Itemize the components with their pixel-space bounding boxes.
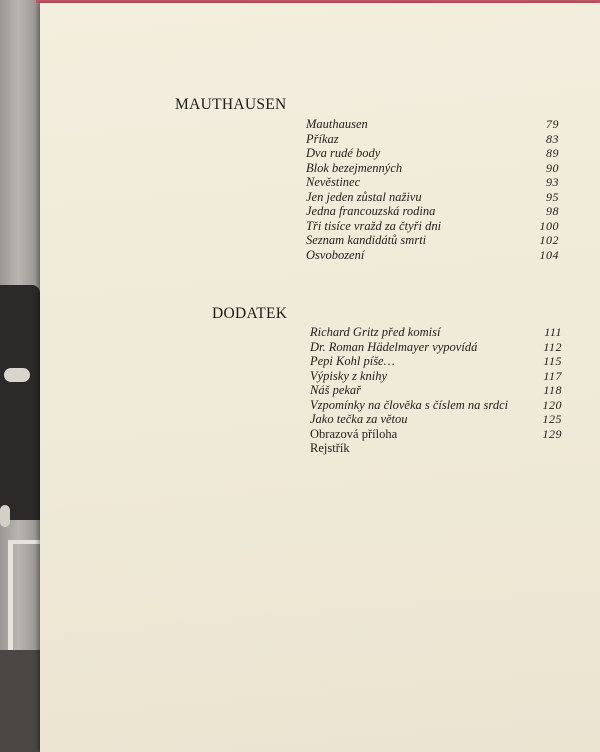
toc-entry: [306, 117, 559, 132]
toc-entry: [310, 383, 562, 398]
toc-title: Blok bezejmenných: [306, 160, 403, 175]
toc-entry: [306, 161, 559, 176]
toc-title: Příkaz: [306, 131, 339, 146]
toc-page: 98: [546, 204, 559, 218]
toc-title: Vzpomínky na člověka s číslem na srdci: [310, 397, 509, 412]
section-heading-dodatek: DODATEK: [212, 305, 288, 322]
photo-figure: [0, 285, 40, 520]
toc-page: 100: [539, 218, 559, 233]
toc-entry: [306, 204, 559, 219]
photo-hand: [4, 368, 30, 382]
toc-title: Seznam kandidátů smrti: [306, 233, 427, 247]
toc-entry: [306, 190, 559, 205]
toc-entry: [306, 146, 559, 161]
toc-title: Pepi Kohl píše…: [310, 354, 395, 368]
toc-entry: [310, 412, 562, 427]
toc-page: 83: [546, 131, 559, 146]
toc-entry: [310, 398, 562, 413]
toc-page: 102: [539, 233, 559, 247]
toc-title: Dr. Roman Hädelmayer vypovídá: [310, 339, 478, 354]
toc-page: 112: [543, 339, 562, 354]
toc-title: Náš pekař: [310, 383, 362, 397]
toc-title: Jako tečka za větou: [310, 412, 408, 426]
toc-page: 90: [546, 160, 559, 175]
section-heading-mauthausen: MAUTHAUSEN: [175, 96, 287, 113]
book-page: [40, 3, 600, 752]
toc-title: Nevěstinec: [306, 175, 361, 189]
toc-entry: [310, 427, 562, 442]
toc-entry: [306, 233, 559, 248]
toc-entry: [306, 248, 559, 263]
toc-title: Jen jeden zůstal naživu: [306, 189, 422, 204]
toc-title: Richard Gritz před komisí: [310, 325, 441, 339]
toc-entry: [310, 340, 562, 355]
toc-page: 117: [543, 368, 562, 383]
toc-page: 129: [542, 426, 562, 441]
toc-entry: [306, 219, 559, 234]
toc-entry: [310, 354, 562, 369]
toc-page: 104: [539, 247, 559, 262]
toc-title: Mauthausen: [306, 117, 368, 131]
toc-entry: [310, 441, 562, 456]
toc-list-mauthausen: [306, 117, 559, 262]
toc-page: 120: [542, 397, 562, 412]
toc-page: 89: [546, 146, 559, 160]
toc-title: Výpisky z knihy: [310, 368, 388, 383]
toc-entry: [306, 175, 559, 190]
toc-entry: [310, 325, 562, 340]
toc-page: 115: [543, 354, 562, 368]
toc-title: Tři tisíce vražd za čtyři dni: [306, 218, 442, 233]
photo-knee: [0, 505, 10, 527]
toc-page: 79: [546, 117, 559, 131]
toc-list-dodatek: [310, 325, 562, 456]
toc-title: Rejstřík: [310, 441, 350, 455]
toc-page: 111: [544, 325, 562, 339]
toc-entry: [310, 369, 562, 384]
toc-entry: [306, 132, 559, 147]
toc-title: Dva rudé body: [306, 146, 381, 160]
toc-page: 118: [543, 383, 562, 397]
toc-title: Osvobození: [306, 247, 365, 262]
toc-title: Jedna francouzská rodina: [306, 204, 436, 218]
toc-page: 93: [546, 175, 559, 189]
toc-page: 95: [546, 189, 559, 204]
toc-page: 125: [542, 412, 562, 426]
toc-title: Obrazová příloha: [310, 426, 398, 441]
